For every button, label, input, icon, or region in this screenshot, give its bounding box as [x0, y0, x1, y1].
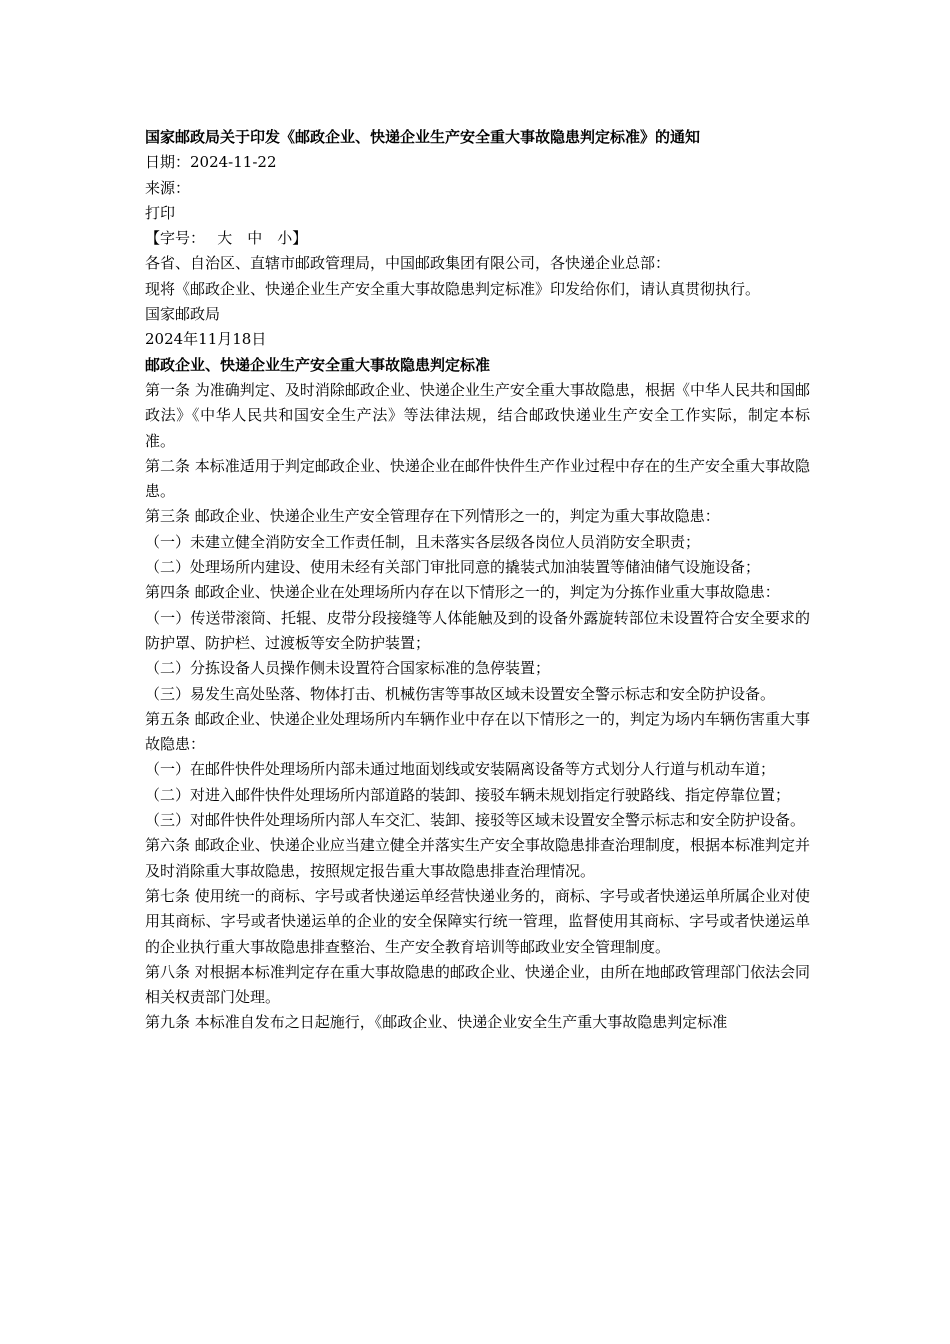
- issue-date: 2024年11月18日: [145, 330, 267, 349]
- article-paragraph: 第一条 为准确判定、及时消除邮政企业、快递企业生产安全重大事故隐患，根据《中华人民共和国邮政法》《中华人民共和国安全生产法》等法律法规，结合邮政快递业生产安全工作实际，制定本标准。: [145, 380, 810, 450]
- article-paragraph: 第六条 邮政企业、快递企业应当建立健全并落实生产安全事故隐患排查治理制度，根据本标准判定并及时消除重大事故隐患，按照规定报告重大事故隐患排查治理情况。: [145, 836, 810, 880]
- recipients: 各省、自治区、直辖市邮政管理局，中国邮政集团有限公司，各快递企业总部：: [145, 254, 671, 273]
- document-page: [145, 125, 810, 1036]
- article-paragraph: （三）易发生高处坠落、物体打击、机械伤害等事故区域未设置安全警示标志和安全防护设备。: [145, 684, 776, 703]
- article-paragraph: （一）未建立健全消防安全工作责任制，且未落实各层级各岗位人员消防安全职责；: [145, 532, 701, 551]
- notice-title: 国家邮政局关于印发《邮政企业、快递企业生产安全重大事故隐患判定标准》的通知: [145, 128, 701, 146]
- article-paragraph: （一）传送带滚筒、托辊、皮带分段接缝等人体能触及到的设备外露旋转部位未设置符合安全要求的防护罩、防护栏、过渡板等安全防护装置；: [145, 608, 810, 652]
- article-paragraph: （二）对进入邮件快件处理场所内部道路的装卸、接驳车辆未规划指定行驶路线、指定停靠位置；: [145, 785, 791, 804]
- article-paragraph: 第九条 本标准自发布之日起施行，《邮政企业、快递企业安全生产重大事故隐患判定标准: [145, 1013, 728, 1032]
- issuer: 国家邮政局: [145, 305, 221, 324]
- source-line: 来源：: [145, 178, 191, 197]
- article-paragraph: （三）对邮件快件处理场所内部人车交汇、装卸、接驳等区域未设置安全警示标志和安全防护设备。: [145, 811, 806, 830]
- article-paragraph: （二）分拣设备人员操作侧未设置符合国家标准的急停装置；: [145, 659, 551, 678]
- notice-body: 现将《邮政企业、快递企业生产安全重大事故隐患判定标准》印发给你们，请认真贯彻执行。: [145, 279, 761, 298]
- standard-title: 邮政企业、快递企业生产安全重大事故隐患判定标准: [145, 355, 491, 374]
- article-paragraph: 第四条 邮政企业、快递企业在处理场所内存在以下情形之一的，判定为分拣作业重大事故隐患：: [145, 583, 780, 602]
- article-paragraph: （二）处理场所内建设、使用未经有关部门审批同意的撬装式加油装置等储油储气设施设备；: [145, 558, 761, 577]
- article-paragraph: 第八条 对根据本标准判定存在重大事故隐患的邮政企业、快递企业，由所在地邮政管理部门依法会同相关权责部门处理。: [145, 962, 810, 1007]
- article-paragraph: （一）在邮件快件处理场所内部未通过地面划线或安装隔离设备等方式划分人行道与机动车道；: [145, 760, 776, 779]
- font-size-selector[interactable]: 【字号： 大 中 小】: [145, 229, 308, 248]
- article-paragraph: 第二条 本标准适用于判定邮政企业、快递企业在邮件快件生产作业过程中存在的生产安全重大事故隐患。: [145, 456, 810, 501]
- article-paragraph: 第五条 邮政企业、快递企业处理场所内车辆作业中存在以下情形之一的，判定为场内车辆伤害重大事故隐患：: [145, 709, 810, 754]
- date-line: 日期：2024-11-22: [145, 153, 277, 172]
- article-paragraph: 第七条 使用统一的商标、字号或者快递运单经营快递业务的，商标、字号或者快递运单所属企业对使用其商标、字号或者快递运单的企业的安全保障实行统一管理，监督使用其商标、字号或者快递运单的企业执行重大事故隐患排查整治、生产安全教育培训等邮政业安全管理制度。: [145, 886, 810, 956]
- article-paragraph: 第三条 邮政企业、快递企业生产安全管理存在下列情形之一的，判定为重大事故隐患：: [145, 507, 720, 526]
- print-link[interactable]: 打印: [145, 203, 176, 222]
